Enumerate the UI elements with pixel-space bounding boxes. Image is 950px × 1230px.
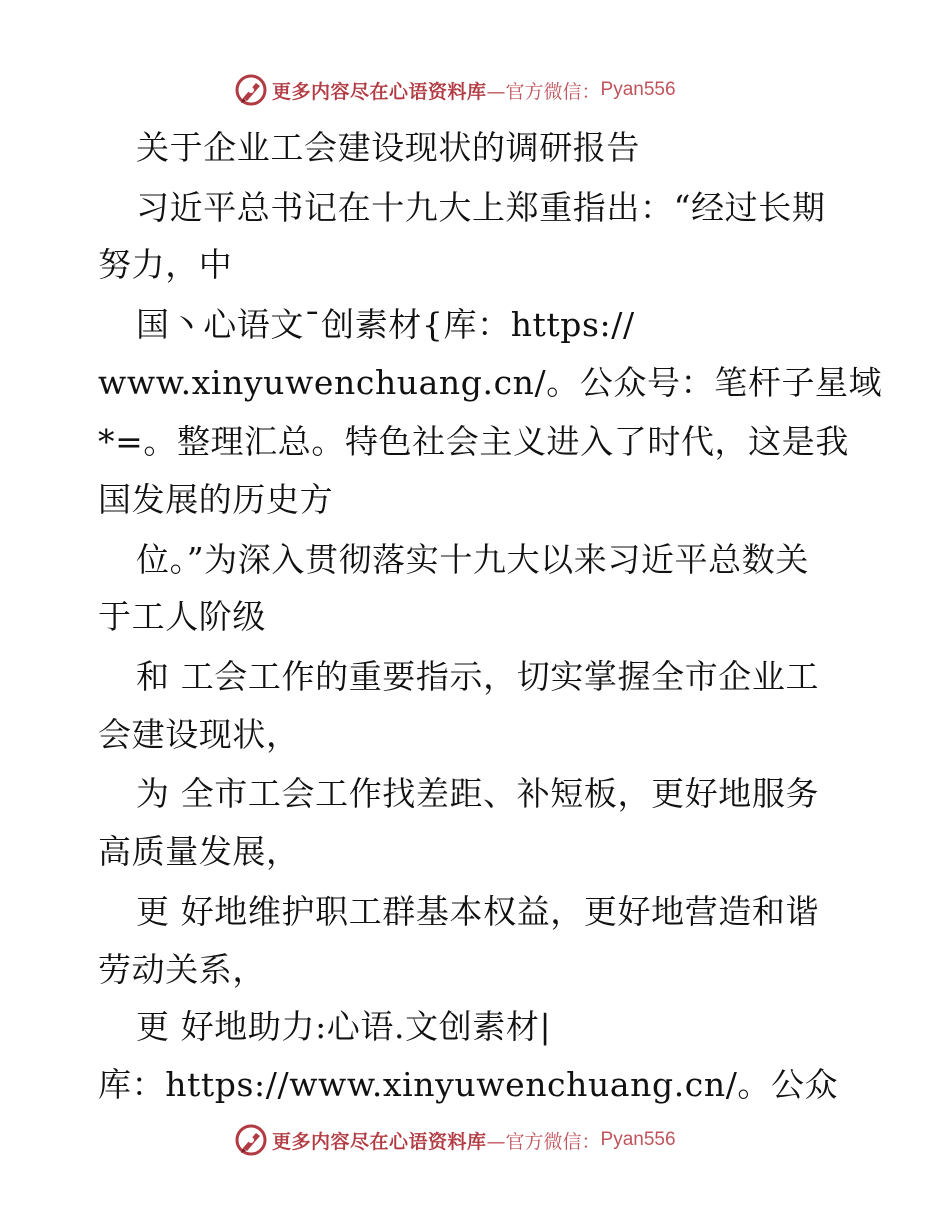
paragraph-line: *=。整理汇总。特色社会主义进入了时代，这是我 bbox=[98, 422, 849, 461]
paragraph-line: 库：https://www.xinyuwenchuang.cn/。公众 bbox=[98, 1065, 839, 1104]
document-title: 关于企业工会建设现状的调研报告 bbox=[136, 128, 640, 167]
banner-wechat-id: Pyan556 bbox=[600, 1129, 676, 1150]
banner-subtitle: —官方微信： bbox=[486, 80, 601, 103]
pen-logo-icon bbox=[234, 1123, 268, 1157]
paragraph-line: www.xinyuwenchuang.cn/。公众号：笔杆子星域 bbox=[98, 363, 883, 402]
paragraph-line: 更 好地助力:心语.文创素材| bbox=[136, 1007, 552, 1046]
paragraph-line: 努力，中 bbox=[98, 245, 233, 284]
banner-wechat-id: Pyan556 bbox=[600, 79, 676, 100]
paragraph-line: 更 好地维护职工群基本权益，更好地营造和谐 bbox=[136, 892, 820, 931]
paragraph-line: 国丶心语文¯创素材{库：https:// bbox=[136, 305, 635, 344]
paragraph-line: 劳动关系， bbox=[98, 950, 266, 989]
banner-title: 更多内容尽在心语资料库 bbox=[272, 80, 487, 103]
paragraph-line: 国发展的历史方 bbox=[98, 480, 334, 519]
paragraph-line: 为 全市工会工作找差距、补短板，更好地服务 bbox=[136, 774, 820, 813]
banner-title: 更多内容尽在心语资料库 bbox=[272, 1130, 487, 1153]
paragraph-line: 于工人阶级 bbox=[98, 597, 266, 636]
banner-subtitle: —官方微信： bbox=[486, 1130, 601, 1153]
paragraph-line: 和 工会工作的重要指示，切实掌握全市企业工 bbox=[136, 657, 820, 696]
header-banner bbox=[0, 70, 950, 110]
paragraph-line: 习近平总书记在十九大上郑重指出：“经过长期 bbox=[136, 188, 826, 227]
pen-logo-icon bbox=[234, 73, 268, 107]
paragraph-line: 位。”为深入贯彻落实十九大以来习近平总数关 bbox=[136, 540, 809, 579]
footer-banner bbox=[0, 1120, 950, 1160]
paragraph-line: 高质量发展， bbox=[98, 832, 300, 871]
paragraph-line: 会建设现状， bbox=[98, 715, 300, 754]
